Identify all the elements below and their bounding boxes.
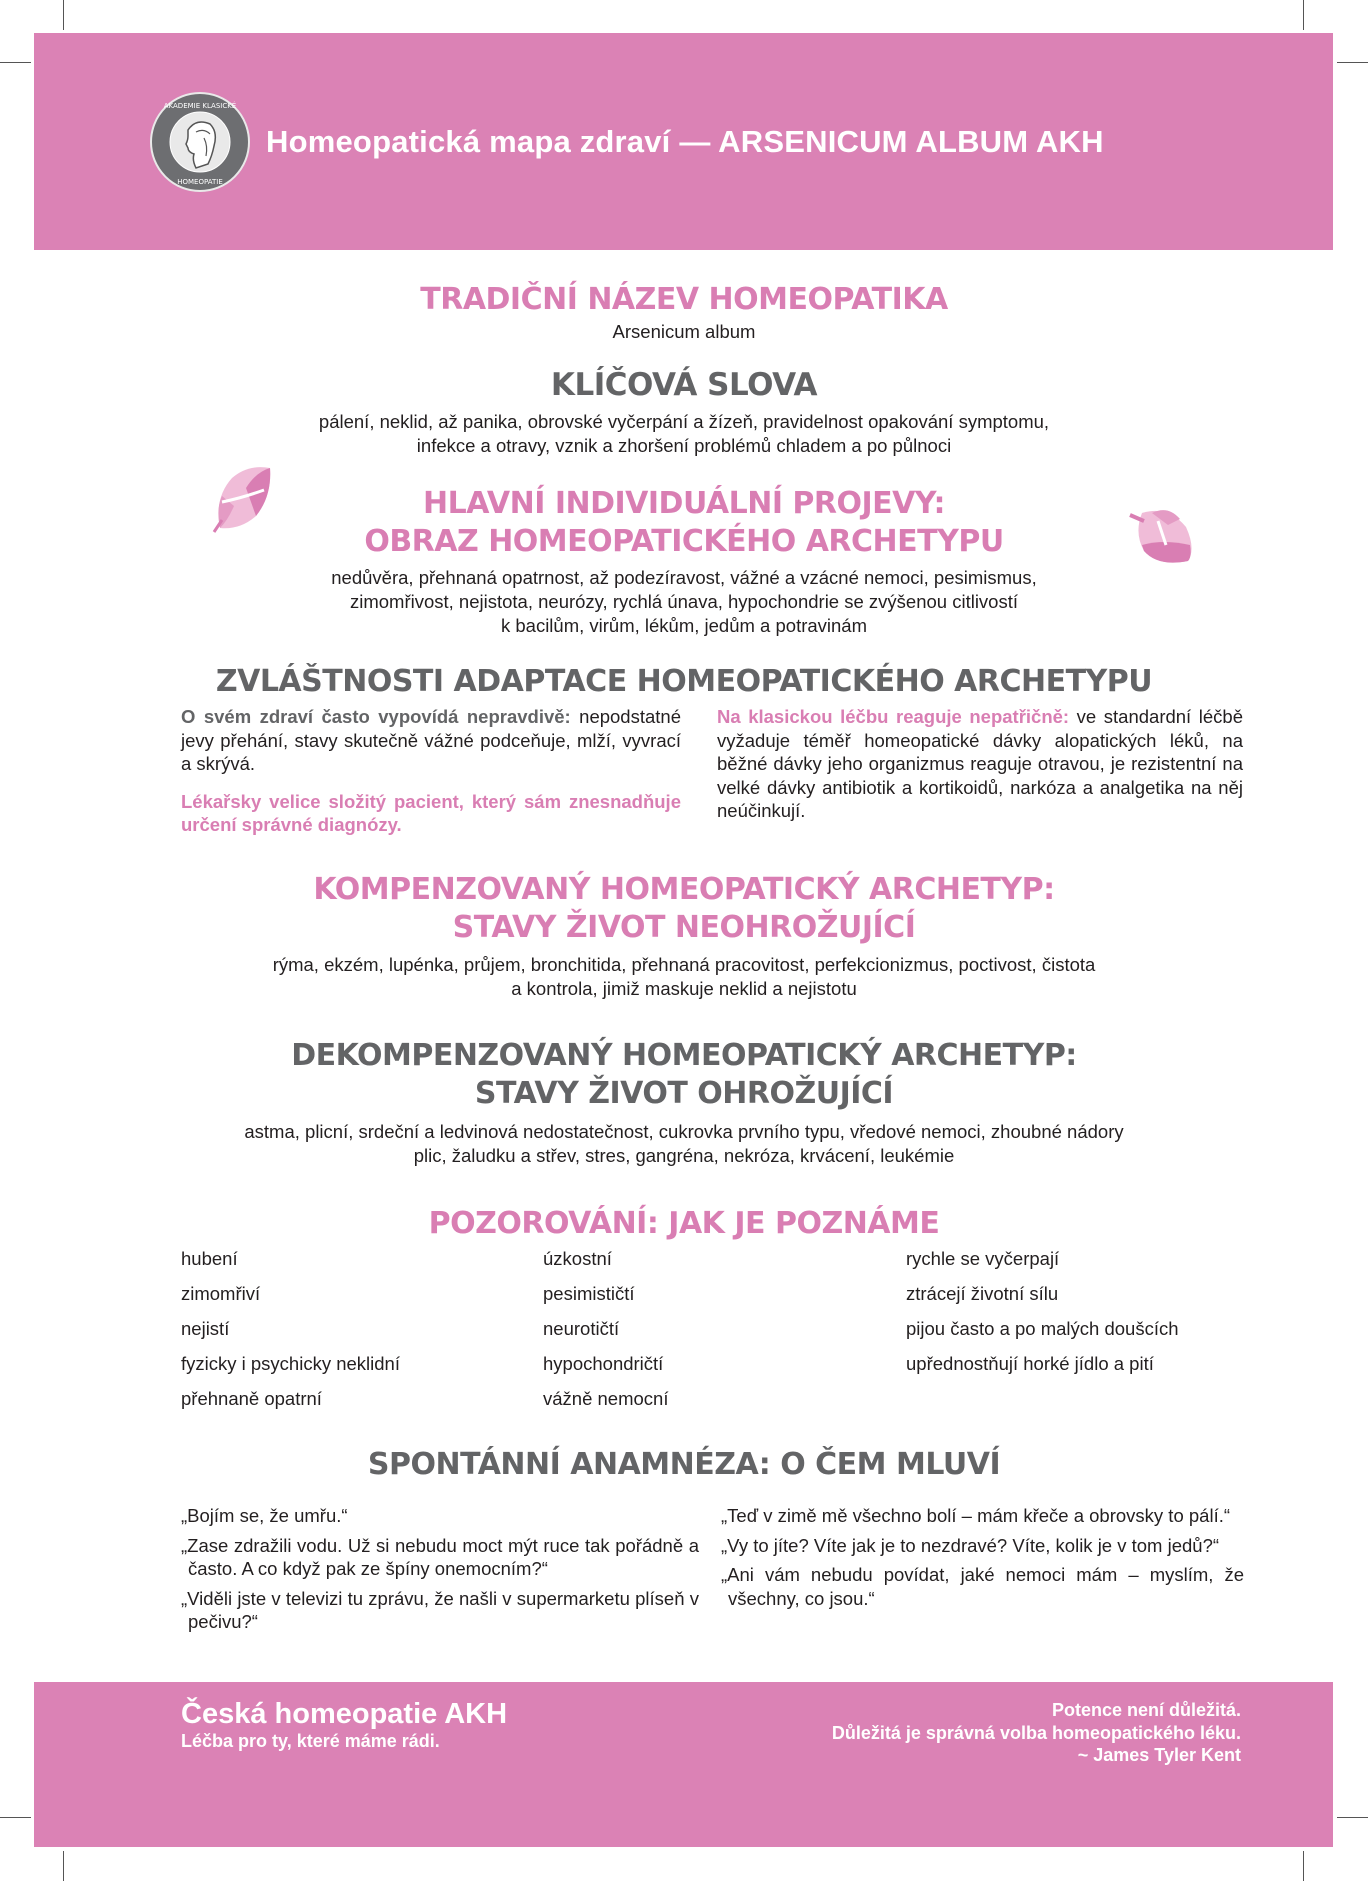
crop-mark	[0, 62, 31, 63]
decompensated-line: astma, plicní, srdeční a ledvinová nedostatečnost, cukrovka prvního typu, vředové nemoci, zhoubné nádory	[244, 1121, 1124, 1142]
observation-item: upřednostňují horké jídlo a pití	[906, 1353, 1154, 1374]
crop-mark	[1337, 62, 1368, 63]
compensated-heading: KOMPENZOVANÝ HOMEOPATICKÝ ARCHETYP:	[313, 872, 1055, 907]
main-signs-line: zimomřivost, nejistota, neurózy, rychlá únava, hypochondrie se zvýšenou citlivostí	[349, 591, 1018, 612]
crop-mark	[1337, 1817, 1368, 1818]
header	[150, 92, 1104, 192]
observation-item: rychle se vyčerpají	[906, 1248, 1060, 1269]
anamnesis-right	[721, 1504, 1244, 1616]
main-signs-line: nedůvěra, přehnaná opatrnost, až podezíravost, vážné a vzácné nemoci, pesimismus,	[331, 567, 1037, 588]
footer-brand-name: Česká homeopatie AKH	[181, 1698, 508, 1730]
quote: „Viděli jste v televizi tu zprávu, že našli v supermarketu plíseň v pečivu?“	[181, 1587, 699, 1632]
footer-quote-line: Důležitá je správná volba homeopatického léku.	[831, 1722, 1241, 1743]
adaptation-right-text: ve standardní léčbě vyžaduje téměř homeopatické dávky alopatických léků, na běžné dávky jeho organizmus reaguje otravou, je rezistentní na velké dávky antibiotik a kortikoidů, narkóza a analgetika na něj neúčinkují.	[717, 706, 1243, 821]
observation-item: vážně nemocní	[543, 1388, 669, 1409]
observation-item: nejistí	[181, 1318, 230, 1339]
quote: „Vy to jíte? Víte jak je to nezdravé? Víte, kolik je v tom jedů?“	[721, 1534, 1220, 1556]
adaptation-left	[181, 705, 681, 837]
traditional-name-value: Arsenicum album	[612, 321, 756, 342]
adaptation-right-lead: Na klasickou léčbu reaguje nepatřičně:	[717, 706, 1070, 727]
footer-quote-line: Potence není důležitá.	[1051, 1700, 1241, 1720]
quote: „Bojím se, že umřu.“	[181, 1505, 348, 1526]
anamnesis-left	[181, 1504, 699, 1640]
observation-item: přehnaně opatrní	[181, 1388, 322, 1409]
crop-mark	[63, 1851, 64, 1881]
crop-mark	[1303, 1851, 1304, 1881]
observation-column	[181, 1247, 400, 1422]
quote: „Ani vám nebudu povídat, jaké nemoci mám – myslím, že všechny, co jsou.“	[721, 1564, 1244, 1609]
page-title: Homeopatická mapa zdraví — ARSENICUM ALBUM AKH	[266, 124, 1104, 159]
footer-quote-author: ~ James Tyler Kent	[1077, 1745, 1241, 1765]
quote: „Teď v zimě mě všechno bolí – mám křeče a obrovsky to pálí.“	[721, 1505, 1231, 1526]
svg-text:HOMEOPATIE: HOMEOPATIE	[177, 178, 223, 186]
observation-column	[543, 1247, 668, 1422]
observation-item: hubení	[181, 1248, 238, 1269]
crop-mark	[0, 1817, 31, 1818]
crop-mark	[1303, 0, 1304, 30]
keywords-heading: KLÍČOVÁ SLOVA	[550, 367, 818, 403]
footer-quote	[832, 1699, 1241, 1767]
adaptation-heading: ZVLÁŠTNOSTI ADAPTACE HOMEOPATICKÉHO ARCHETYPU	[215, 664, 1153, 699]
decompensated-line: plic, žaludku a střev, stres, gangréna, nekróza, krvácení, leukémie	[413, 1145, 955, 1166]
observation-column	[906, 1247, 1179, 1387]
compensated-line: rýma, ekzém, lupénka, průjem, bronchitida, přehnaná pracovitost, perfekcionizmus, poctivost, čistota	[272, 954, 1096, 975]
decompensated-heading: STAVY ŽIVOT OHROŽUJÍCÍ	[474, 1076, 894, 1111]
decompensated-heading: DEKOMPENZOVANÝ HOMEOPATICKÝ ARCHETYP:	[291, 1038, 1077, 1073]
observation-item: fyzicky i psychicky neklidní	[181, 1353, 400, 1374]
adaptation-left-lead: O svém zdraví často vypovídá nepravdivě:	[181, 706, 571, 727]
observation-item: pijou často a po malých doušcích	[906, 1318, 1179, 1339]
main-signs-line: k bacilům, virům, lékům, jedům a potravinám	[500, 615, 868, 636]
compensated-heading: STAVY ŽIVOT NEOHROŽUJÍCÍ	[452, 910, 916, 945]
footer-brand	[181, 1697, 507, 1751]
anamnesis-heading: SPONTÁNNÍ ANAMNÉZA: O ČEM MLUVÍ	[367, 1447, 1001, 1482]
main-signs-heading: OBRAZ HOMEOPATICKÉHO ARCHETYPU	[364, 524, 1004, 559]
main-signs-heading: HLAVNÍ INDIVIDUÁLNÍ PROJEVY:	[422, 486, 945, 521]
observation-heading: POZOROVÁNÍ: JAK JE POZNÁME	[428, 1206, 940, 1241]
observation-item: úzkostní	[543, 1248, 612, 1269]
footer-slogan: Léčba pro ty, které máme rádi.	[181, 1731, 440, 1751]
compensated-line: a kontrola, jimiž maskuje neklid a nejistotu	[511, 978, 857, 999]
observation-item: pesimističtí	[543, 1283, 635, 1304]
crop-mark	[63, 0, 64, 30]
akh-logo-icon	[150, 92, 250, 192]
svg-text:AKADEMIE KLASICKÉ: AKADEMIE KLASICKÉ	[163, 102, 237, 110]
observation-item: neurotičtí	[543, 1318, 620, 1339]
traditional-name-heading: TRADIČNÍ NÁZEV HOMEOPATIKA	[420, 282, 948, 317]
observation-item: zimomřiví	[181, 1283, 261, 1304]
keywords-line: pálení, neklid, až panika, obrovské vyčerpání a žízeň, pravidelnost opakování symptomu,	[318, 411, 1050, 432]
keywords-line: infekce a otravy, vznik a zhoršení problémů chladem a po půlnoci	[416, 435, 952, 456]
adaptation-left-note: Lékařsky velice složitý pacient, který sám znesnadňuje určení správné diagnózy.	[181, 790, 681, 835]
adaptation-left-text: nepodstatné jevy přehání, stavy skutečně vážné podceňuje, mlží, vyvrací a skrývá.	[181, 706, 681, 774]
observation-item: hypochondričtí	[543, 1353, 664, 1374]
quote: „Zase zdražili vodu. Už si nebudu moct mýt ruce tak pořádně a často. A co když pak ze špíny onemocním?“	[181, 1534, 699, 1579]
observation-item: ztrácejí životní sílu	[906, 1283, 1059, 1304]
adaptation-right	[717, 705, 1243, 823]
